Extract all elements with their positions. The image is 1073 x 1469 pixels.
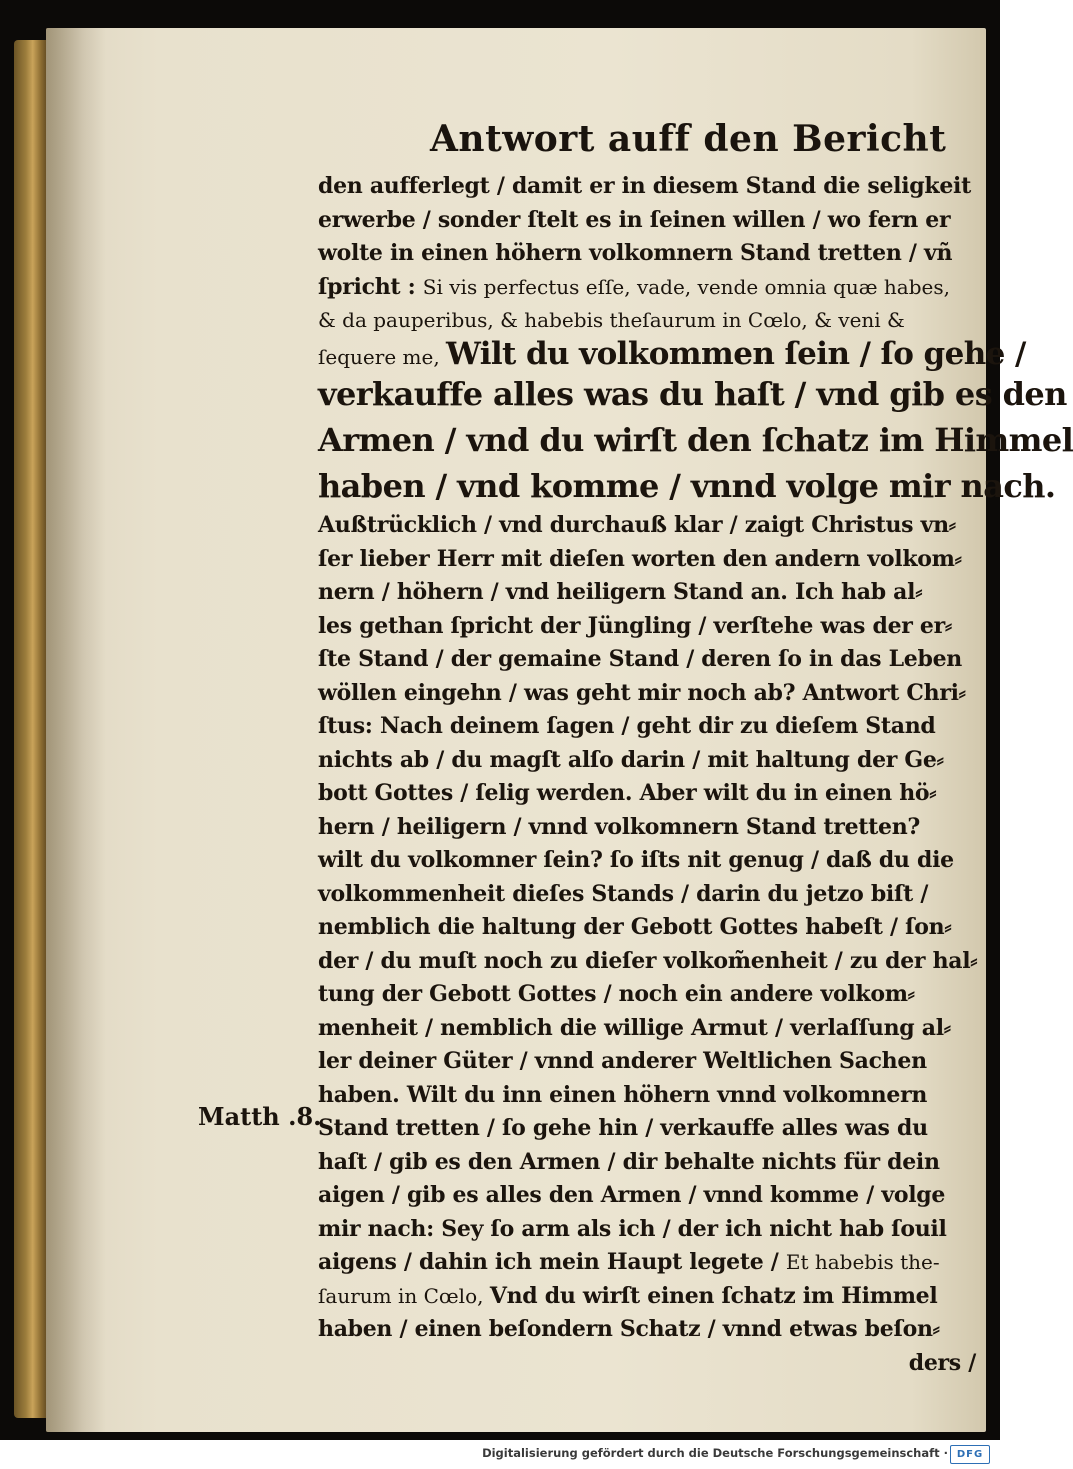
text-line [318, 170, 980, 204]
latin-quote: Et habebis the- [785, 1250, 940, 1274]
text-segment: erwerbe / sonder ſtelt es in ſeinen willen / wo fern er [318, 206, 951, 233]
text-line [318, 911, 980, 945]
latin-quote: ſaurum in Cœlo, [318, 1283, 490, 1308]
text-line [318, 204, 980, 238]
text-segment: haben / einen beſondern Schatz / vnnd etwas beſon⸗ [318, 1316, 940, 1342]
text-line [318, 1045, 980, 1079]
text-line [318, 463, 1056, 509]
text-line [318, 1112, 980, 1146]
text-line [318, 777, 980, 811]
text-segment: wöllen eingehn / was geht mir noch ab? Antwort Chri⸗ [318, 679, 966, 706]
body-text [318, 170, 1073, 1380]
text-line [318, 271, 980, 305]
text-line [318, 844, 980, 878]
text-segment: wilt du volkomner ſein? ſo iſts nit genug / daß du die [318, 847, 954, 873]
text-segment: les gethan ſpricht der Jüngling / verſtehe was der er⸗ [318, 612, 952, 639]
text-segment: hern / heiligern / vnnd volkomnern Stand tretten? [318, 813, 920, 840]
text-segment: ders / [908, 1349, 976, 1376]
text-line [318, 1079, 980, 1113]
text-segment: ler deiner Güter / vnnd anderer Weltlichen Sachen [318, 1048, 927, 1074]
text-segment: ſte Stand / der gemaine Stand / deren ſo in das Leben [318, 646, 962, 672]
text-segment: Stand tretten / ſo gehe hin / verkauffe alles was du [318, 1115, 928, 1141]
text-segment: & da pauperibus, & habebis theſaurum in Cœlo, & veni & [318, 308, 905, 332]
text-line [318, 1280, 980, 1314]
text-line [318, 1146, 980, 1180]
text-line [318, 978, 980, 1012]
footer-bar [0, 1440, 1000, 1469]
text-segment: aigen / gib es alles den Armen / vnnd komme / volge [318, 1182, 946, 1208]
text-line [318, 677, 980, 711]
margin-note: Matth .8. [198, 1102, 322, 1131]
text-line [318, 1213, 980, 1247]
text-segment: ſtus: Nach deinem ſagen / geht dir zu dieſem Stand [318, 713, 936, 739]
funding-credit: Digitalisierung gefördert durch die Deutsche Forschungsgemeinschaft · [482, 1446, 948, 1460]
text-segment: haſt / gib es den Armen / dir behalte nichts für dein [318, 1148, 940, 1175]
latin-quote: ſequere me, [318, 344, 447, 369]
dfg-logo: DFG [950, 1445, 990, 1464]
text-line [318, 304, 980, 338]
text-line [318, 643, 980, 677]
text-line [318, 335, 1026, 372]
text-segment: mir nach: Sey ſo arm als ich / der ich nicht hab ſouil [318, 1215, 947, 1242]
text-segment: nemblich die haltung der Gebott Gottes habeſt / ſon⸗ [318, 914, 952, 940]
text-line [318, 576, 980, 610]
text-segment: Vnd du wirſt einen ſchatz im Himmel [489, 1282, 938, 1309]
text-segment: wolte in einen höhern volkomnern Stand tretten / vñ [318, 240, 953, 266]
text-line [318, 371, 1067, 417]
text-line [318, 945, 980, 979]
latin-quote: Si vis perfectus eſſe, vade, vende omnia quæ habes, [422, 274, 950, 299]
text-segment: haben / vnd komme / vnnd volge mir nach. [318, 467, 1056, 505]
text-segment: tung der Gebott Gottes / noch ein andere volkom⸗ [318, 981, 915, 1007]
text-segment: ſer lieber Herr mit dieſen worten den andern volkom⸗ [318, 545, 962, 572]
text-line [318, 509, 980, 543]
running-head: Antwort auff den Bericht [430, 118, 947, 160]
text-segment: nern / höhern / vnd heiligern Stand an. Ich hab al⸗ [318, 579, 923, 605]
text-line [318, 1012, 980, 1046]
text-segment: Außtrücklich / vnd durchauß klar / zaigt Christus vn⸗ [318, 512, 956, 538]
text-segment: aigens / dahin ich mein Haupt legete / [318, 1249, 786, 1275]
text-segment: Armen / vnd du wirſt den ſchatz im Himmel [318, 421, 1073, 459]
catchword [318, 1347, 980, 1381]
text-segment: verkauffe alles was du haſt / vnd gib es den [318, 375, 1067, 413]
text-line [318, 543, 980, 577]
text-segment: Wilt du volkommen ſein / ſo gehe / [446, 335, 1026, 372]
text-line [318, 610, 980, 644]
text-line [318, 1313, 980, 1347]
text-line [318, 237, 980, 271]
text-segment: den aufferlegt / damit er in diesem Stand die seligkeit [318, 173, 971, 199]
text-segment: bott Gottes / ſelig werden. Aber wilt du in einen hö⸗ [318, 780, 937, 806]
text-line [318, 878, 980, 912]
text-segment: nichts ab / du magſt alſo darin / mit haltung der Ge⸗ [318, 746, 944, 773]
text-line [318, 811, 980, 845]
text-segment: ſpricht : [318, 273, 423, 300]
text-line [318, 744, 980, 778]
text-line [318, 1246, 980, 1280]
text-line [318, 1179, 980, 1213]
text-line [318, 417, 1073, 463]
text-segment: menheit / nemblich die willige Armut / verlaſſung al⸗ [318, 1014, 951, 1041]
text-segment: volkommenheit dieſes Stands / darin du jetzo biſt / [318, 880, 929, 907]
text-line [318, 710, 980, 744]
text-segment: haben. Wilt du inn einen höhern vnnd volkomnern [318, 1081, 928, 1108]
book-edge [14, 40, 48, 1418]
text-segment: der / du muſt noch zu dieſer volkom̃enheit / zu der hal⸗ [318, 947, 978, 974]
